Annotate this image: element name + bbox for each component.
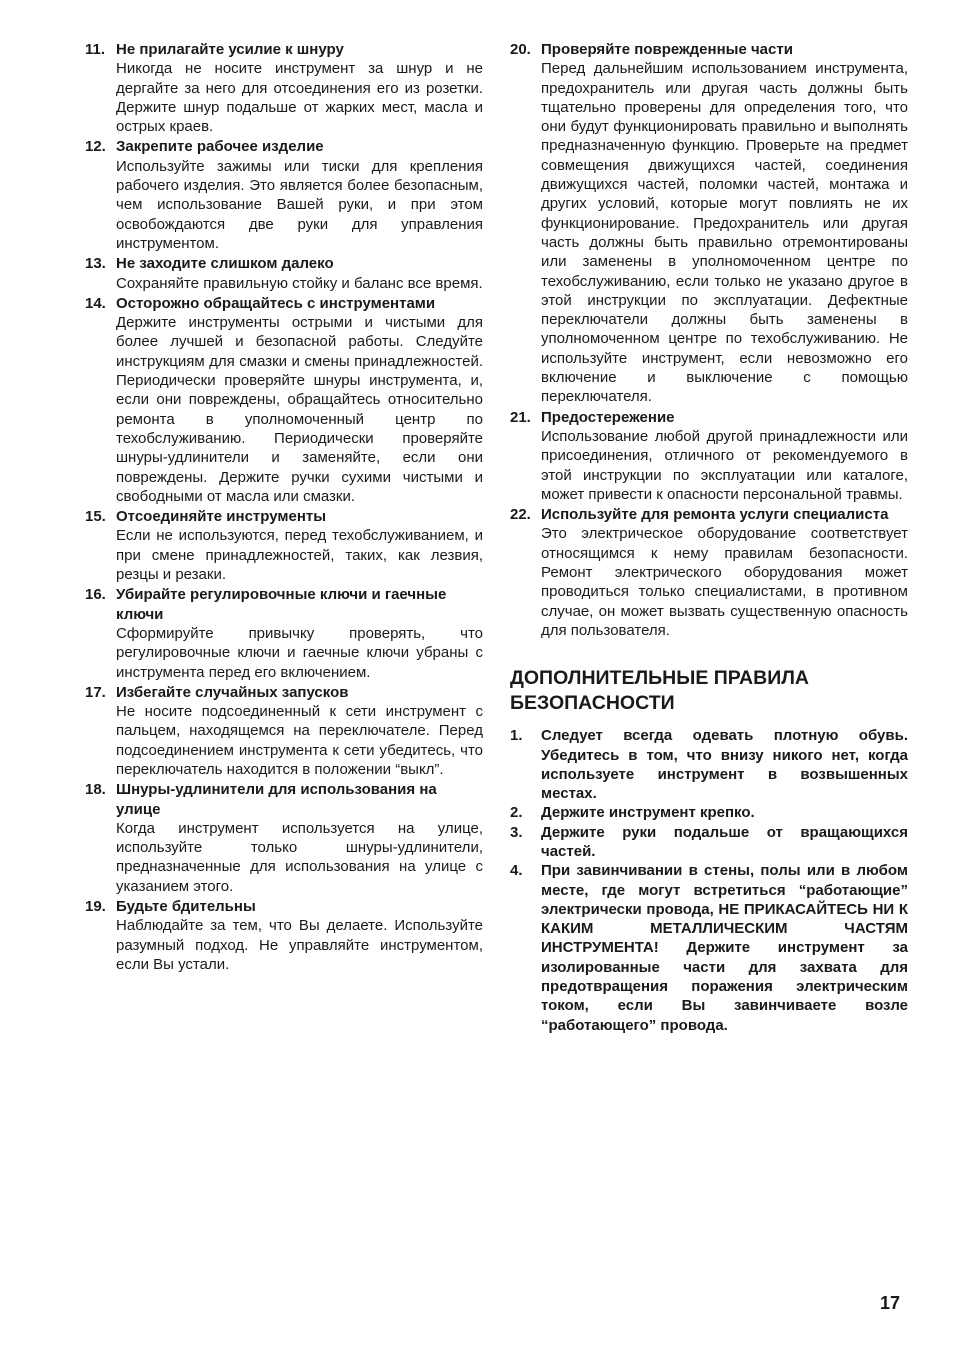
rule-number: 18. xyxy=(85,781,106,799)
additional-rule-number: 4. xyxy=(510,862,523,880)
rule-item xyxy=(85,585,483,681)
rule-title: Отсоединяйте инструменты xyxy=(116,508,327,526)
rule-title: Не прилагайте усилие к шнуру xyxy=(116,41,344,58)
rule-text: Сохраняйте правильную стойку и баланс все время. xyxy=(116,274,483,292)
additional-rule-text: Держите инструмент крепко. xyxy=(541,804,755,822)
additional-rule-number: 1. xyxy=(510,727,523,745)
rule-item xyxy=(85,507,483,584)
rule-title: Не заходите слишком далеко xyxy=(116,255,334,273)
rule-title: Проверяйте поврежденные части xyxy=(541,41,793,58)
section-heading: ДОПОЛНИТЕЛЬНЫЕ ПРАВИЛА БЕЗОПАСНОСТИ xyxy=(510,667,810,715)
additional-rule-item xyxy=(510,726,908,803)
rule-title: Закрепите рабочее изделие xyxy=(116,138,324,156)
right-column xyxy=(510,40,908,1035)
rule-number: 22. xyxy=(510,506,531,524)
additional-rule-text: Держите руки подальше от вращающихся частей. xyxy=(541,823,908,860)
rule-item xyxy=(85,897,483,974)
rule-number: 19. xyxy=(85,898,106,916)
rule-item xyxy=(510,505,908,640)
rule-item xyxy=(85,294,483,506)
rule-number: 16. xyxy=(85,586,106,604)
rule-number: 13. xyxy=(85,255,106,273)
rule-number: 21. xyxy=(510,408,531,426)
rule-text: Если не используются, перед техобслуживанием, и при смене принадлежностей, таких, как лезвия, резцы и резаки. xyxy=(116,527,483,584)
rule-title: Убирайте регулировочные ключи и гаечные ключи xyxy=(116,586,447,623)
rule-text: Наблюдайте за тем, что Вы делаете. Используйте разумный подход. Не управляйте инструментом, если Вы устали. xyxy=(116,917,483,973)
rule-number: 20. xyxy=(510,41,531,58)
rule-text: Перед дальнейшим использованием инструмента, предохранитель или другая часть должны быть тщательно проверены для определения того, что они будут функционировать правильно и выполнять предназначенную функцию. Проверьте на предмет совмещения движущихся частей, соединения движущихся частей, поломки частей, монтажа и других условий, которые могут повлиять не их функционирование. Предохранитель или другая часть должны быть правильно отремонтированы или заменены в уполномоченном центре по техобслуживанию, если только не указано другое в этой инструкции по эксплуатации. Дефектные переключатели должны быть заменены в уполномоченном центре по техобслуживанию. Не используйте инструмент, если невозможно его включение и выключение с помощью переключателя. xyxy=(541,60,908,406)
left-column xyxy=(85,40,483,975)
rule-text: Когда инструмент используется на улице, используйте только шнуры-удлинители, предназначенные для использования на улице с указанием этого. xyxy=(116,819,483,895)
rule-number: 11. xyxy=(85,41,106,58)
additional-rule-item xyxy=(510,803,908,822)
rule-text: Никогда не носите инструмент за шнур и не дергайте за него для отсоединения его из розетки. Держите шнур подальше от жарких мест, масла и острых краев. xyxy=(116,60,483,136)
rule-text: Не носите подсоединенный к сети инструмент с пальцем, находящемся на переключателе. Перед подсоединением инструмента к сети убедитесь, что переключатель находится в положении “выкл”. xyxy=(116,703,483,778)
additional-rule-text: При завинчивании в стены, полы или в любом месте, где могут встретиться “работающие” электрически провода, НЕ ПРИКАСАЙТЕСЬ НИ К КАКИМ МЕТАЛЛИЧЕСКИМ ЧАСТЯМ ИНСТРУМЕНТА! Держите инструмент за изолированные части для захвата для предотвращения поражения электрическим током, если Вы завинчиваете возле “работающего” провода. xyxy=(541,862,908,1034)
additional-rule-number: 2. xyxy=(510,804,523,822)
rule-item xyxy=(510,40,908,407)
rule-title: Будьте бдительны xyxy=(116,898,256,916)
rule-number: 14. xyxy=(85,294,106,312)
page-number: 17 xyxy=(880,1293,901,1313)
rule-text: Держите инструменты острыми и чистыми для более лучшей и безопасной работы. Следуйте инструкциям для смазки и смены принадлежностей. Периодически проверяйте шнуры инструмента, и, если они повреждены, обращайтесь относительно ремонта в уполномоченный центр по техобслуживанию. Периодически проверяйте шнуры-удлинители и заменяйте, если они повреждены. Держите ручки сухими чистыми и свободными от масла или смазки. xyxy=(116,314,483,505)
rule-item xyxy=(85,254,483,293)
additional-rule-item xyxy=(510,861,908,1035)
rule-title: Избегайте случайных запусков xyxy=(116,683,349,701)
rule-item xyxy=(85,40,483,136)
rule-item xyxy=(85,683,483,779)
additional-rule-item xyxy=(510,823,908,862)
rule-number: 12. xyxy=(85,138,106,156)
rule-item xyxy=(510,408,908,504)
rule-item xyxy=(85,137,483,253)
rule-title: Осторожно обращайтесь с инструментами xyxy=(116,294,436,312)
rule-number: 17. xyxy=(85,683,106,701)
rule-title: Шнуры-удлинители для использования на улице xyxy=(116,781,437,818)
rule-title: Предостережение xyxy=(541,408,675,426)
rule-text: Сформируйте привычку проверять, что регулировочные ключи и гаечные ключи убраны с инструмента перед его включением. xyxy=(116,624,483,681)
rule-item xyxy=(85,780,483,896)
additional-rule-number: 3. xyxy=(510,823,523,841)
rule-text: Использование любой другой принадлежности или присоединения, отличного от рекомендуемого в этой инструкции по эксплуатации или каталоге, может привести к опасности персональной травмы. xyxy=(541,427,908,503)
rule-text: Используйте зажимы или тиски для крепления рабочего изделия. Это является более безопасным, чем использование Вашей руки, и при этом освобождаются две руки для управления инструментом. xyxy=(116,157,483,252)
additional-rule-text: Следует всегда одевать плотную обувь. Убедитесь в том, что внизу никого нет, когда используете инструмент в возвышенных местах. xyxy=(541,727,908,803)
rule-text: Это электрическое оборудование соответствует относящимся к нему правилам безопасности. Ремонт электрического оборудования может проводиться только специалистами, в противном случае, он может вызвать существенную опасность для пользователя. xyxy=(541,525,908,639)
rule-number: 15. xyxy=(85,508,106,526)
rule-title: Используйте для ремонта услуги специалиста xyxy=(541,506,889,524)
